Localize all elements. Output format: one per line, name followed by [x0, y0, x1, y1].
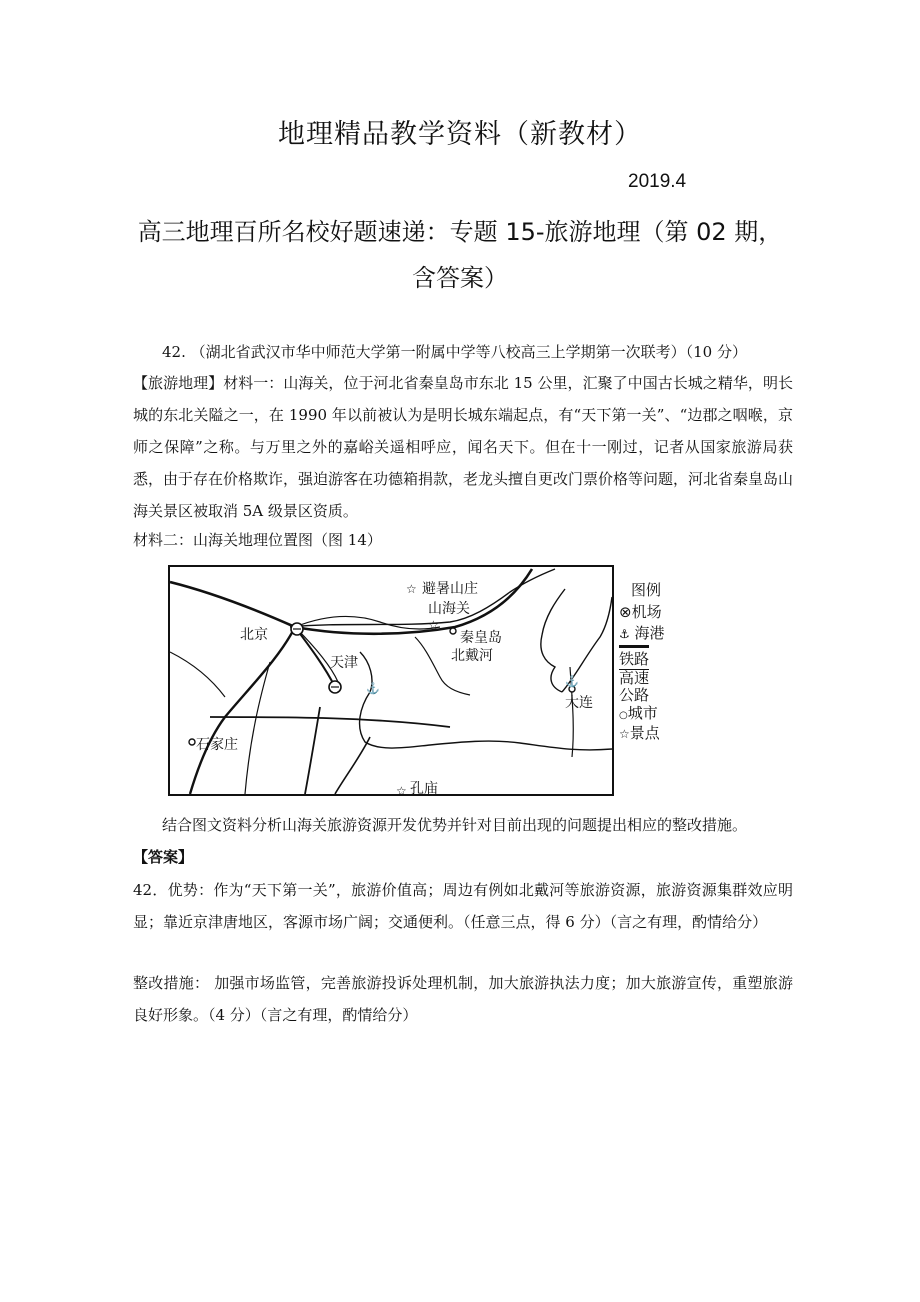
answer-measures: 整改措施： 加强市场监管，完善旅游投诉处理机制，加大旅游执法力度；加大旅游宣传，重塑旅游良好形象。（4 分）（言之有理，酌情给分）: [133, 974, 793, 1024]
legend-airport: ⊗机场: [619, 603, 662, 621]
legend-scenic: ☆景点: [619, 724, 660, 742]
legend-railway: 铁路: [619, 645, 649, 669]
material-2-caption: 材料二：山海关地理位置图（图 14）: [133, 531, 382, 549]
svg-text:⚓: ⚓: [565, 675, 579, 688]
label-beijing: 北京: [240, 627, 268, 643]
subtitle-line-2: 含答案）: [412, 264, 508, 292]
city-qinhuangdao-icon: [450, 628, 456, 634]
question-header: 42. （湖北省武汉市华中师范大学第一附属中学等八校高三上学期第一次联考）（10 分）: [162, 343, 747, 361]
label-beidaihe: 北戴河: [451, 648, 493, 664]
star-icon: ☆: [619, 727, 630, 741]
label-tianjin: 天津: [330, 655, 358, 671]
legend-port: ⚓ 海港: [619, 624, 665, 642]
label-shijiazhuang: 石家庄: [196, 737, 238, 753]
material-1: 【旅游地理】材料一：山海关，位于河北省秦皇岛市东北 15 公里，汇聚了中国古长城之精华，明长城的东北关隘之一，在 1990 年以前被认为是明长城东端起点，有“天下第一关”、“边郡之咽喉，京师之保障”之称。与万里之外的嘉峪关遥相呼应，闻名天下。但在十一刚过，记者从国家旅游局获悉，由于存在价格欺诈，强迫游客在功德箱捐款，老龙头擅自更改门票价格等问题，河北省秦皇岛山海关景区被取消 5A 级景区资质。: [133, 374, 794, 520]
answer-advantages: 42．优势：作为“天下第一关”，旅游价值高；周边有例如北戴河等旅游资源，旅游资源集群效应明显；靠近京津唐地区，客源市场广阔；交通便利。（任意三点，得 6 分）（言之有理，酌情给分）: [133, 881, 793, 931]
label-shanhaiguan: 山海关: [428, 601, 470, 617]
label-bishu: 避暑山庄: [422, 581, 478, 597]
legend-highway: 高速 公路: [619, 669, 650, 704]
city-shijiazhuang-icon: [189, 739, 195, 745]
answer-heading: 【答案】: [133, 848, 194, 866]
label-kongmiao: 孔庙: [410, 781, 438, 794]
page-title: 地理精品教学资料（新教材）: [278, 119, 642, 150]
date: 2019.4: [628, 171, 687, 192]
svg-text:⚓: ⚓: [366, 682, 380, 695]
subtitle-line-1: 高三地理百所名校好题速递：专题 15-旅游地理（第 02 期，: [137, 218, 783, 246]
label-dalian: 大连: [565, 695, 593, 711]
scenic-bishu-icon: ☆: [406, 582, 417, 596]
label-qinhuangdao: 秦皇岛: [460, 630, 502, 646]
legend-city: ○城市: [619, 704, 658, 722]
location-map: [168, 565, 614, 796]
anchor-icon: ⚓: [619, 627, 630, 641]
airport-icon: ⊗: [619, 603, 632, 621]
city-icon: ○: [619, 710, 628, 721]
question-prompt: 结合图文资料分析山海关旅游资源开发优势并针对目前出现的问题提出相应的整改措施。: [162, 816, 748, 834]
legend-title: 图例: [631, 581, 662, 599]
scenic-kongmiao-icon: ☆: [396, 784, 407, 794]
scenic-shanhaiguan-icon: ☆: [428, 618, 439, 632]
map-graphic: [170, 567, 612, 794]
